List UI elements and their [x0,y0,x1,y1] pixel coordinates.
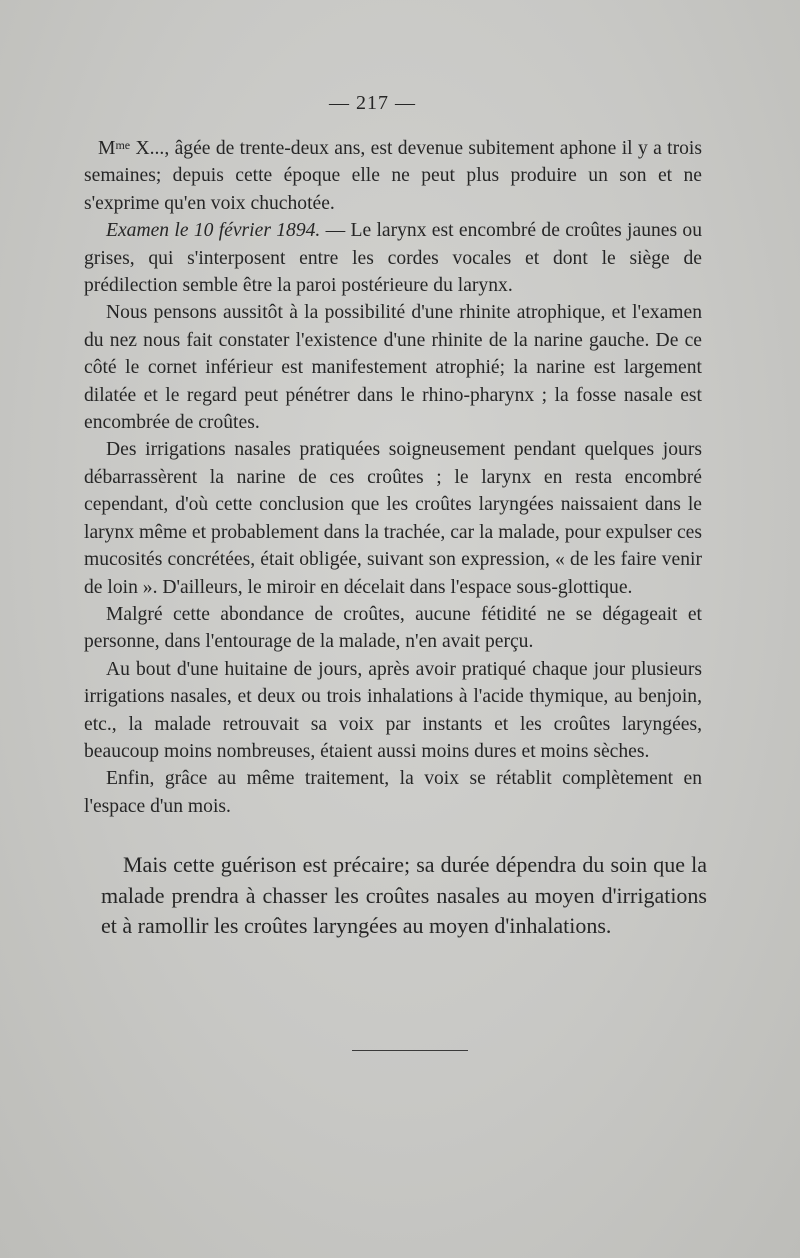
paragraph-rhinitis: Nous pensons aussitôt à la possibilité d'une rhinite atrophique, et l'examen du nez nous fait constater l'existence d'une rhinite de la narine gauche. De ce côté le cornet inférieur est manifestement atrophié; la narine est largement dilatée et le regard peut pénétrer dans le rhino-pharynx ; la fosse nasale est encombrée de croûtes. [84,302,702,434]
paragraph-treatment: Au bout d'une huitaine de jours, après avoir pratiqué chaque jour plusieurs irrigations nasales, et deux ou trois inhalations à l'acide thymique, au benjoin, etc., la malade retrouvait sa voix par instants et les croûtes laryngées, beaucoup moins nombreuses, étaient aussi moins dures et moins sèches. [84,658,702,762]
paragraph-irrigations: Des irrigations nasales pratiquées soigneusement pendant quelques jours débarrassèrent la narine de ces croûtes ; le larynx en resta encombré cependant, d'où cette conclusion que les croûtes laryngées naissaient dans le larynx même et probablement dans la trachée, car la malade, pour expulser ces mucosités concrétées, était obligée, suivant son expression, « de les faire venir de loin ». D'ailleurs, le miroir en décelait dans l'espace sous-glottique. [84,439,702,598]
examination-date: Examen le 10 février 1894. [106,220,321,242]
examination-text: — Le larynx est encombré de croûtes jaunes ou grises, qui s'interposent entre les cordes vocales et dont le siège de prédilection semble être la paroi postérieure du larynx. [84,220,703,297]
patient-intro-text: X..., âgée de trente-deux ans, est devenue subitement aphone il y a trois semaines; depuis cette époque elle ne peut plus produire un son et ne s'exprime qu'en voix chuchotée. [84,138,702,214]
paragraph-recovery: Enfin, grâce au même traitement, la voix se rétablit complètement en l'espace d'un mois. [84,768,702,817]
paragraph-fetidity: Malgré cette abondance de croûtes, aucune fétidité ne se dégageait et personne, dans l'entourage de la malade, n'en avait perçu. [84,603,702,653]
page-number: — 217 — [329,92,416,114]
conclusion-paragraph: Mais cette guérison est précaire; sa durée dépendra du soin que la malade prendra à chasser les croûtes nasales au moyen d'irrigations et à ramollir les croûtes laryngées au moyen d'inhalations. [101,852,707,938]
honorific-superscript: me [115,138,131,152]
honorific: M [98,138,116,159]
section-end-rule [352,1050,468,1051]
case-report [84,132,702,820]
conclusion [101,850,707,942]
paragraph-examination [84,217,702,299]
paragraph-patient-intro [84,132,702,217]
